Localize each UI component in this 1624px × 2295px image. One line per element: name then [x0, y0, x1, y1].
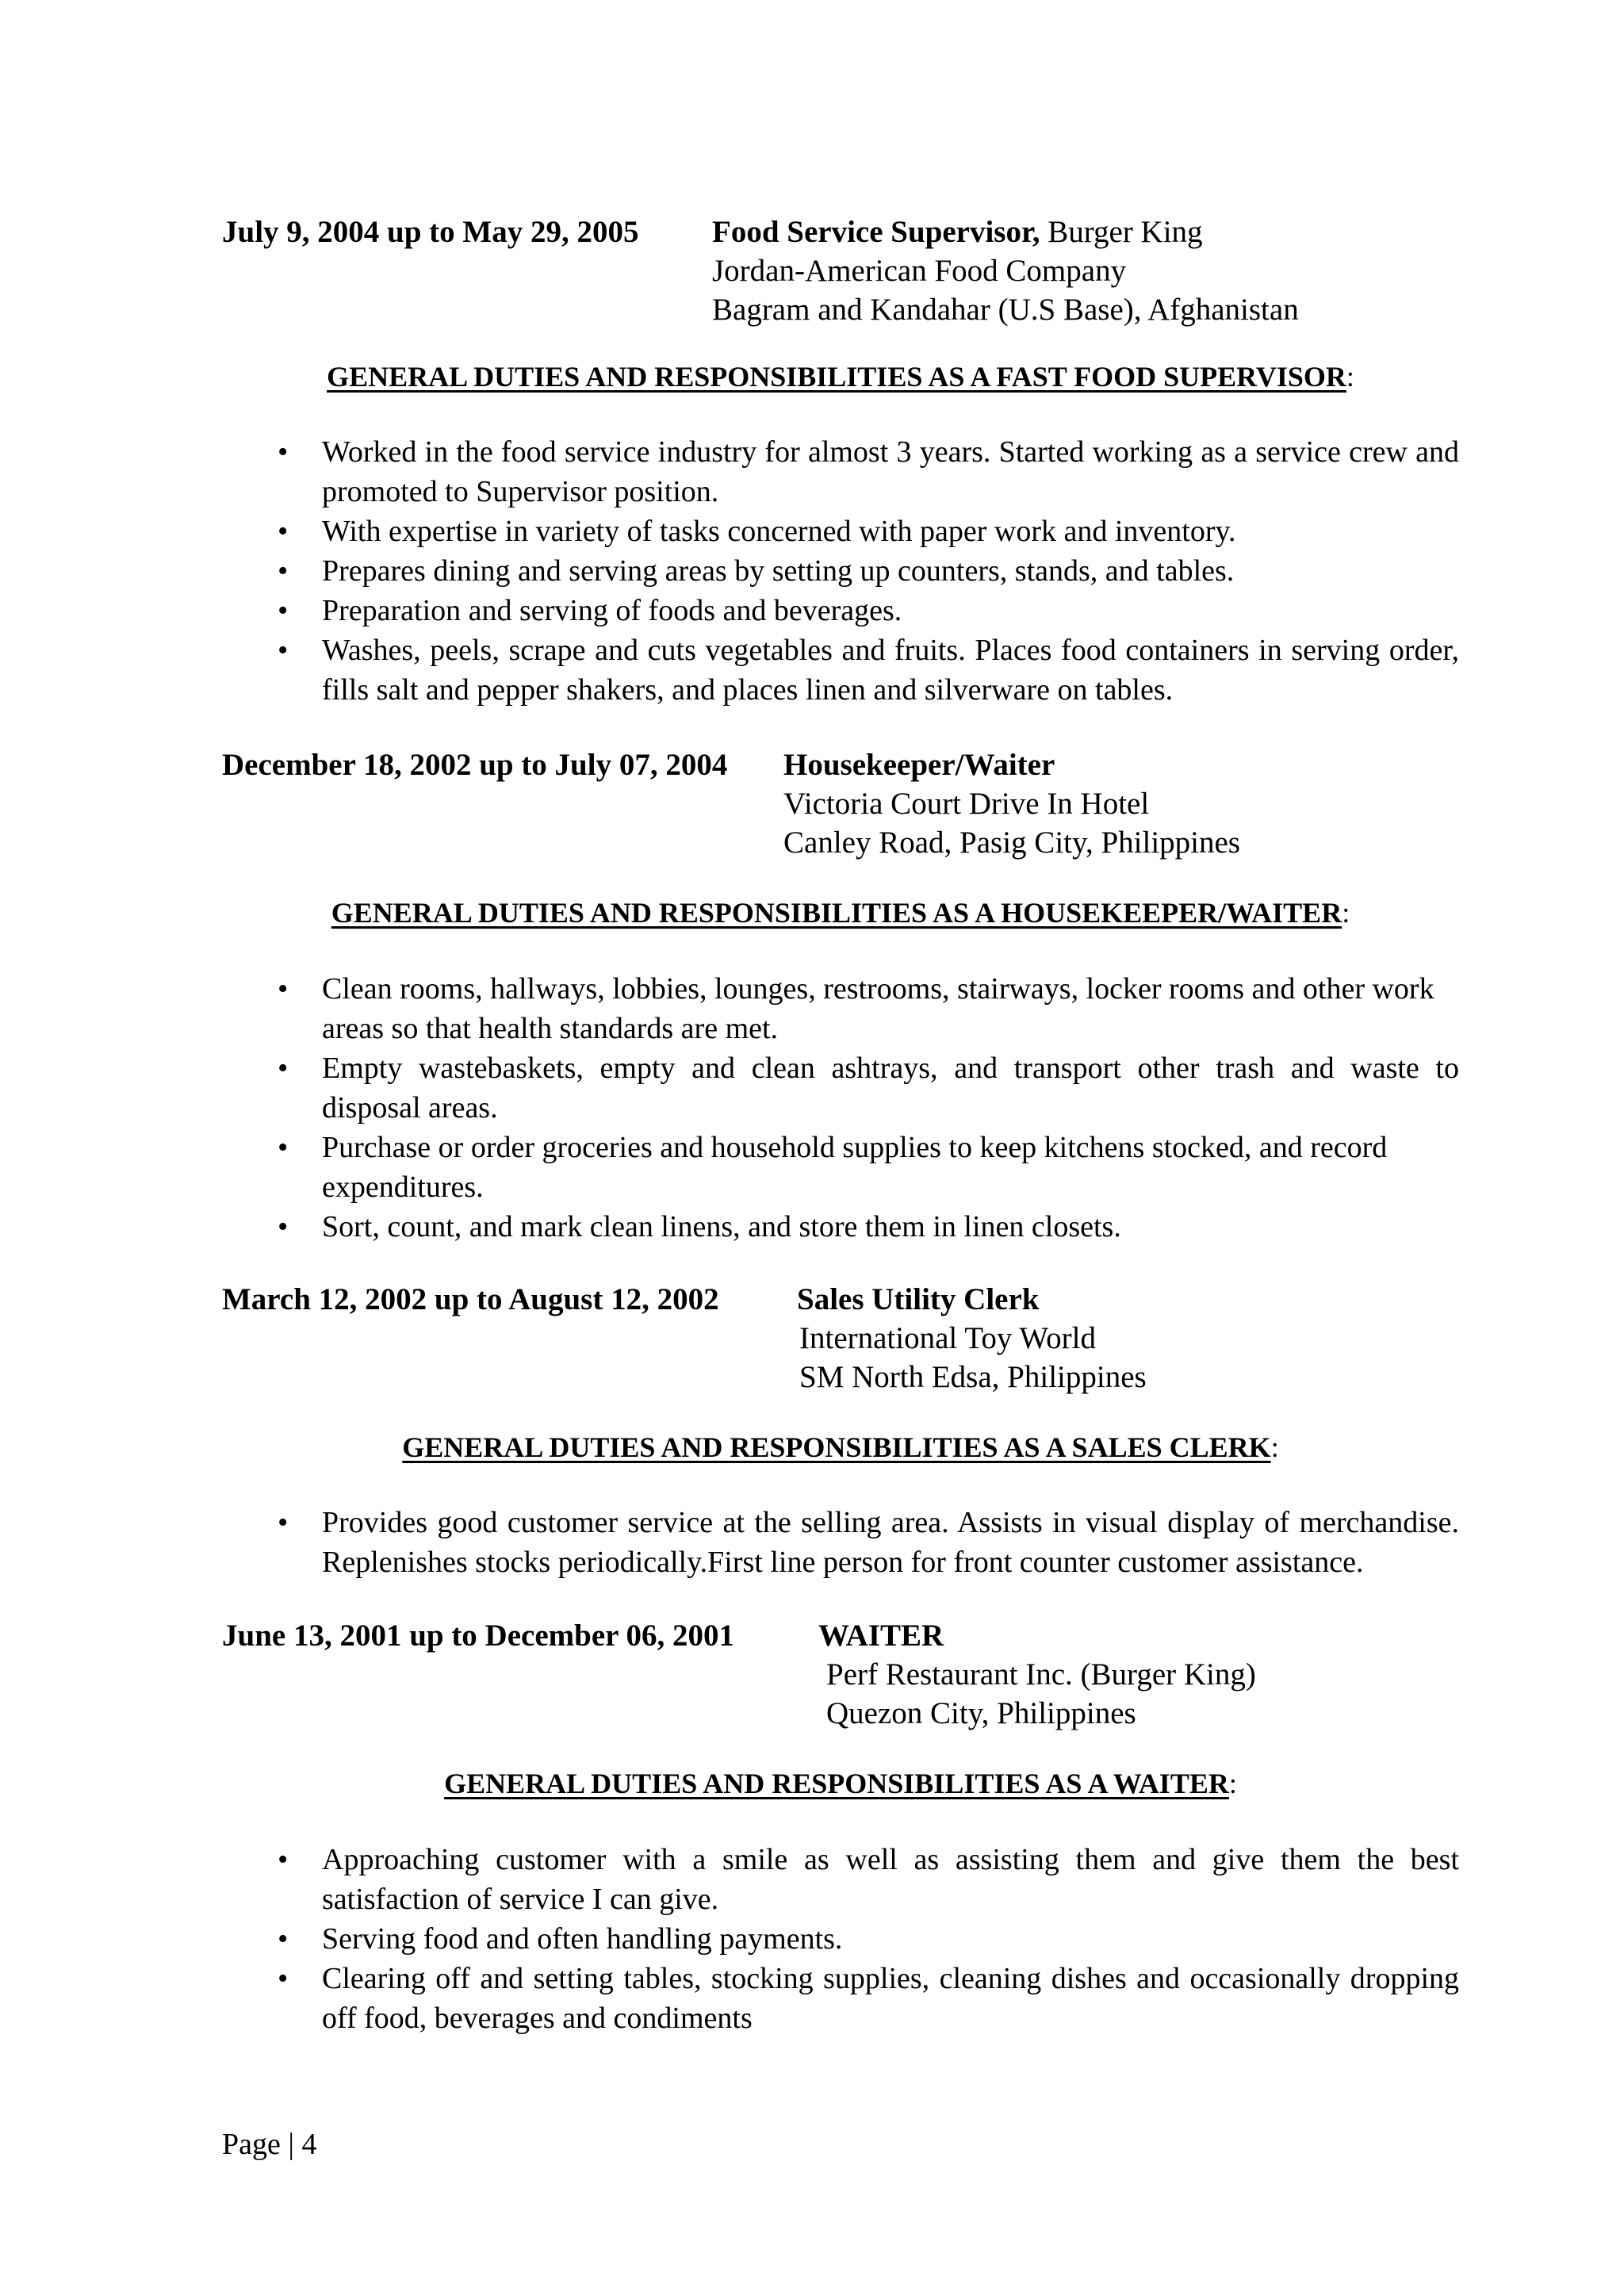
- job-company: Perf Restaurant Inc. (Burger King): [826, 1657, 1256, 1692]
- job-title: [712, 213, 1203, 251]
- list-item: • Clean rooms, hallways, lobbies, lounges, restrooms, stairways, locker rooms and other work areas so that health standards are met.: [222, 969, 1459, 1048]
- heading-text: GENERAL DUTIES AND RESPONSIBILITIES AS A HOUSEKEEPER/WAITER: [331, 897, 1342, 929]
- list-item: • Washes, peels, scrape and cuts vegetables and fruits. Places food containers in serving order, fills salt and pepper shakers, and places linen and silverware on tables.: [222, 630, 1459, 710]
- list-item: • Purchase or order groceries and household supplies to keep kitchens stocked, and record expenditures.: [222, 1128, 1459, 1207]
- job-position: Sales Utility Clerk: [797, 1282, 1040, 1316]
- job-location: Canley Road, Pasig City, Philippines: [783, 826, 1240, 860]
- job-location: SM North Edsa, Philippines: [799, 1360, 1147, 1394]
- job-company: Victoria Court Drive In Hotel: [783, 787, 1150, 821]
- duties-list-1: [222, 432, 1459, 710]
- list-item: • Clearing off and setting tables, stocking supplies, cleaning dishes and occasionally dropping off food, beverages and condiments: [222, 1959, 1459, 2038]
- heading-colon: :: [1346, 361, 1354, 393]
- job-dates: December 18, 2002 up to July 07, 2004: [222, 748, 728, 782]
- job-dates: March 12, 2002 up to August 12, 2002: [222, 1282, 719, 1316]
- job-title: [797, 1280, 1039, 1319]
- duties-list-2: [222, 969, 1459, 1247]
- list-item: • Approaching customer with a smile as well as assisting them and give them the best satisfaction of service I can give.: [222, 1840, 1459, 1919]
- heading-colon: :: [1342, 897, 1350, 929]
- heading-colon: :: [1228, 1768, 1237, 1799]
- job-entry-4: [222, 1616, 1459, 1730]
- duties-list-3: [222, 1503, 1459, 1582]
- job-entry-1: [222, 213, 1459, 327]
- list-item: • Provides good customer service at the selling area. Assists in visual display of merchandise. Replenishes stocks periodically.First line person for front counter customer assistance.: [222, 1503, 1459, 1582]
- job-title: [818, 1616, 944, 1655]
- duties-heading-4: [222, 1765, 1459, 1802]
- list-item: • Sort, count, and mark clean linens, and store them in linen closets.: [222, 1207, 1459, 1247]
- job-dates: July 9, 2004 up to May 29, 2005: [222, 215, 639, 249]
- job-dates: June 13, 2001 up to December 06, 2001: [222, 1619, 734, 1653]
- heading-colon: :: [1270, 1431, 1279, 1463]
- list-item: • Prepares dining and serving areas by setting up counters, stands, and tables.: [222, 551, 1459, 591]
- job-company: Jordan-American Food Company: [712, 254, 1127, 288]
- heading-text: GENERAL DUTIES AND RESPONSIBILITIES AS A FAST FOOD SUPERVISOR: [327, 361, 1346, 393]
- job-entry-3: [222, 1280, 1459, 1394]
- heading-text: GENERAL DUTIES AND RESPONSIBILITIES AS A WAITER: [444, 1768, 1229, 1799]
- job-location: Quezon City, Philippines: [826, 1696, 1136, 1730]
- list-item: • Serving food and often handling payments.: [222, 1919, 1459, 1959]
- job-location: Bagram and Kandahar (U.S Base), Afghanistan: [712, 293, 1299, 327]
- duties-list-4: [222, 1840, 1459, 2038]
- job-entry-2: [222, 745, 1459, 860]
- job-position: Housekeeper/Waiter: [783, 748, 1055, 782]
- job-position: WAITER: [818, 1619, 944, 1653]
- duties-heading-2: [222, 895, 1459, 931]
- list-item: • Empty wastebaskets, empty and clean ashtrays, and transport other trash and waste to disposal areas.: [222, 1048, 1459, 1128]
- heading-text: GENERAL DUTIES AND RESPONSIBILITIES AS A SALES CLERK: [402, 1431, 1271, 1463]
- duties-heading-1: [222, 358, 1459, 395]
- page-number: Page | 4: [222, 2128, 317, 2161]
- list-item: • Preparation and serving of foods and beverages.: [222, 591, 1459, 630]
- job-position: Food Service Supervisor,: [712, 215, 1040, 249]
- list-item: • With expertise in variety of tasks concerned with paper work and inventory.: [222, 511, 1459, 551]
- job-title: [783, 745, 1055, 784]
- job-employer: Burger King: [1040, 215, 1203, 249]
- duties-heading-3: [222, 1429, 1459, 1466]
- list-item: • Worked in the food service industry for almost 3 years. Started working as a service crew and promoted to Supervisor position.: [222, 432, 1459, 511]
- job-company: International Toy World: [799, 1321, 1096, 1355]
